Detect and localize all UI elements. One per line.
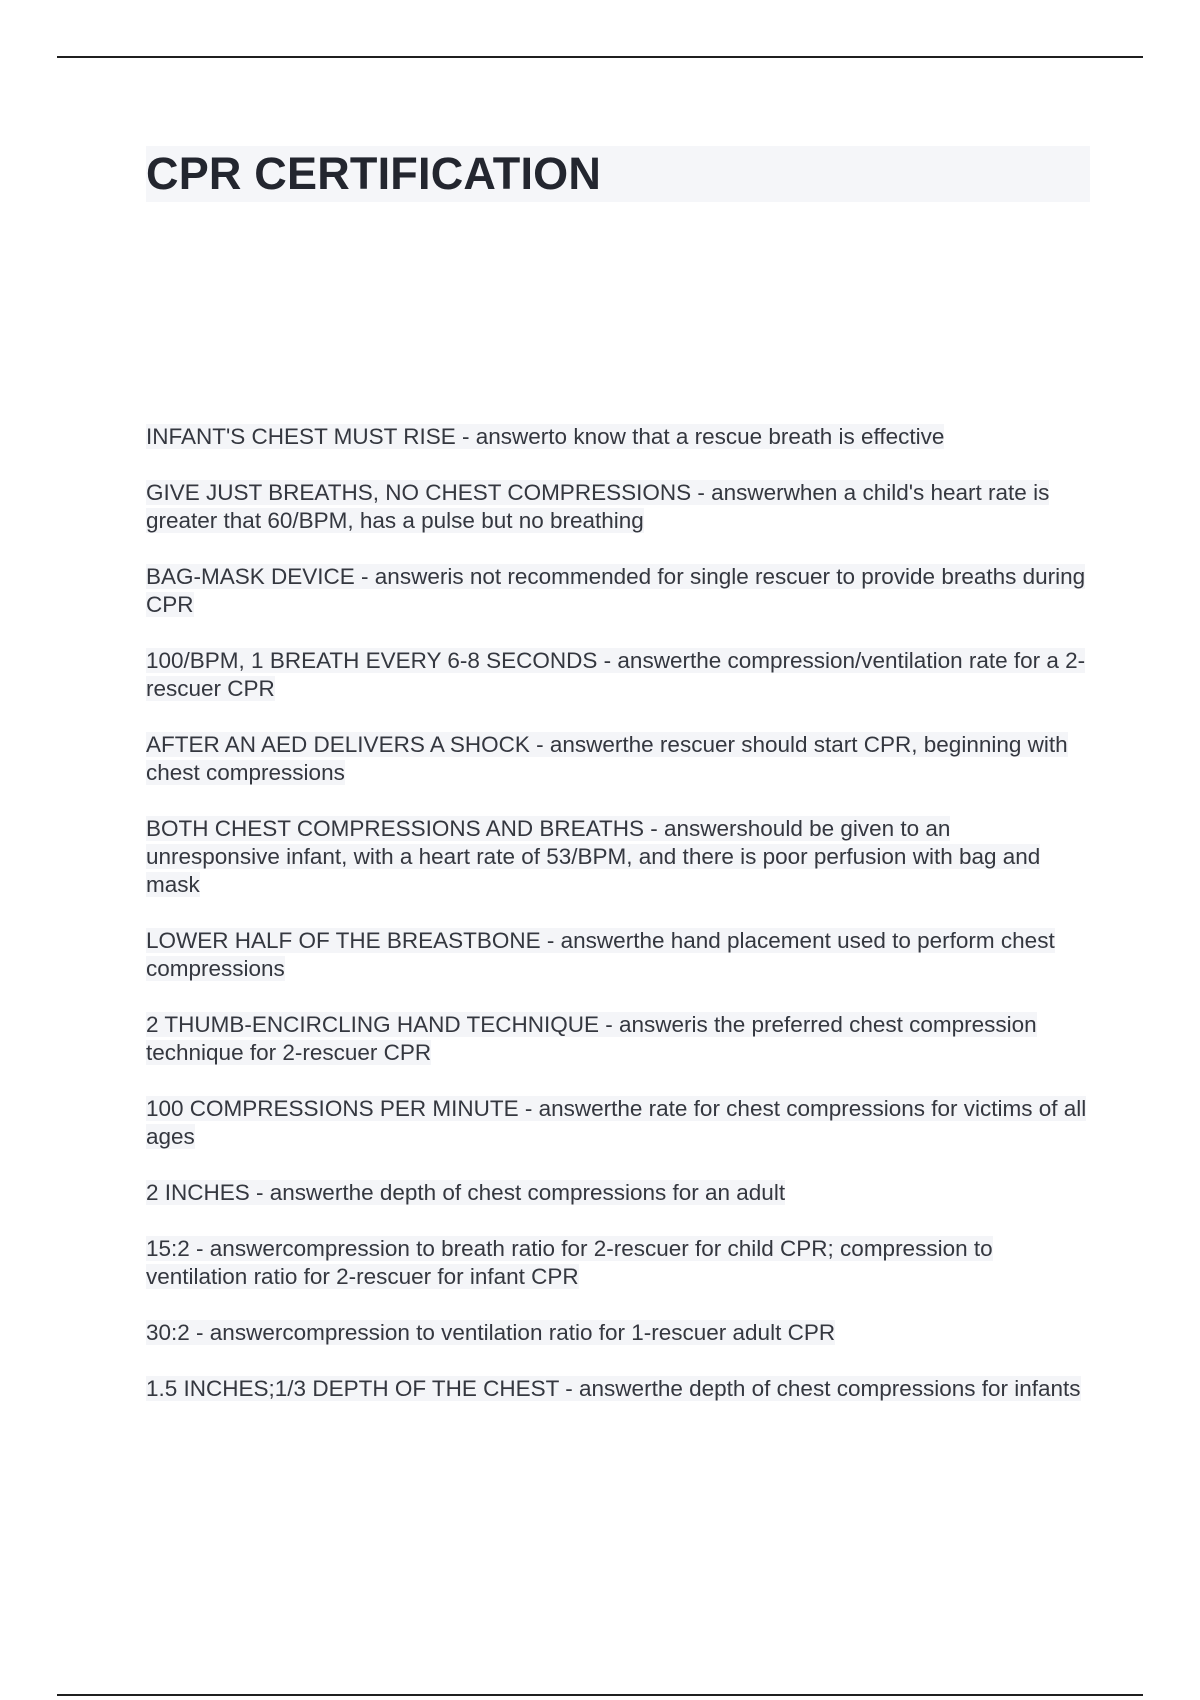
qa-answer: answerthe compression/ventilation rate for a 2-rescuer CPR xyxy=(146,648,1086,701)
qa-separator: - xyxy=(559,1376,580,1401)
qa-separator: - xyxy=(189,1236,210,1261)
qa-answer: answershould be given to an unresponsive infant, with a heart rate of 53/BPM, and there is poor perfusion with bag and mask xyxy=(146,816,1041,897)
qa-term: 100/BPM, 1 BREATH EVERY 6-8 SECONDS xyxy=(146,648,598,673)
qa-list xyxy=(146,423,1090,1431)
qa-term: BAG-MASK DEVICE xyxy=(146,564,355,589)
qa-answer: answerto know that a rescue breath is effective xyxy=(475,424,945,449)
qa-separator: - xyxy=(644,816,664,841)
qa-separator: - xyxy=(597,648,618,673)
qa-item xyxy=(146,1235,1090,1291)
qa-item xyxy=(146,1095,1090,1151)
qa-item xyxy=(146,423,1090,451)
qa-term: 30:2 xyxy=(146,1320,190,1345)
qa-separator: - xyxy=(189,1320,210,1345)
qa-answer: answerthe rate for chest compressions for victims of all ages xyxy=(146,1096,1087,1149)
qa-separator: - xyxy=(540,928,561,953)
qa-term: AFTER AN AED DELIVERS A SHOCK xyxy=(146,732,530,757)
title-band xyxy=(146,146,1090,202)
qa-item xyxy=(146,1319,1090,1347)
top-divider xyxy=(57,56,1143,58)
qa-item xyxy=(146,815,1090,899)
qa-term: 2 THUMB-ENCIRCLING HAND TECHNIQUE xyxy=(146,1012,599,1037)
qa-answer: answeris the preferred chest compression technique for 2-rescuer CPR xyxy=(146,1012,1037,1065)
qa-item xyxy=(146,479,1090,535)
qa-item xyxy=(146,1011,1090,1067)
qa-separator: - xyxy=(455,424,476,449)
qa-term: LOWER HALF OF THE BREASTBONE xyxy=(146,928,541,953)
qa-item xyxy=(146,927,1090,983)
page-title: CPR CERTIFICATION xyxy=(146,148,602,199)
qa-separator: - xyxy=(249,1180,270,1205)
qa-term: 15:2 xyxy=(146,1236,190,1261)
qa-term: 100 COMPRESSIONS PER MINUTE xyxy=(146,1096,519,1121)
qa-answer: answercompression to breath ratio for 2-rescuer for child CPR; compression to ventilation ratio for 2-rescuer for infant CPR xyxy=(146,1236,993,1289)
qa-answer: answercompression to ventilation ratio for 1-rescuer adult CPR xyxy=(209,1320,836,1345)
qa-item xyxy=(146,563,1090,619)
qa-separator: - xyxy=(598,1012,619,1037)
qa-separator: - xyxy=(354,564,375,589)
qa-answer: answerthe depth of chest compressions for an adult xyxy=(269,1180,786,1205)
qa-answer: answerwhen a child's heart rate is greater that 60/BPM, has a pulse but no breathing xyxy=(146,480,1050,533)
qa-answer: answerthe depth of chest compressions for infants xyxy=(579,1376,1081,1401)
qa-answer: answerthe hand placement used to perform chest compressions xyxy=(146,928,1055,981)
qa-separator: - xyxy=(529,732,550,757)
qa-term: 2 INCHES xyxy=(146,1180,250,1205)
qa-term: 1.5 INCHES;1/3 DEPTH OF THE CHEST xyxy=(146,1376,560,1401)
qa-term: BOTH CHEST COMPRESSIONS AND BREATHS xyxy=(146,816,644,841)
qa-answer: answeris not recommended for single rescuer to provide breaths during CPR xyxy=(146,564,1086,617)
qa-separator: - xyxy=(691,480,712,505)
qa-answer: answerthe rescuer should start CPR, beginning with chest compressions xyxy=(146,732,1068,785)
qa-item xyxy=(146,1179,1090,1207)
qa-separator: - xyxy=(518,1096,539,1121)
qa-item xyxy=(146,731,1090,787)
bottom-divider xyxy=(57,1694,1143,1696)
qa-term: INFANT'S CHEST MUST RISE xyxy=(146,424,456,449)
qa-item xyxy=(146,1375,1090,1403)
qa-item xyxy=(146,647,1090,703)
qa-term: GIVE JUST BREATHS, NO CHEST COMPRESSIONS xyxy=(146,480,692,505)
